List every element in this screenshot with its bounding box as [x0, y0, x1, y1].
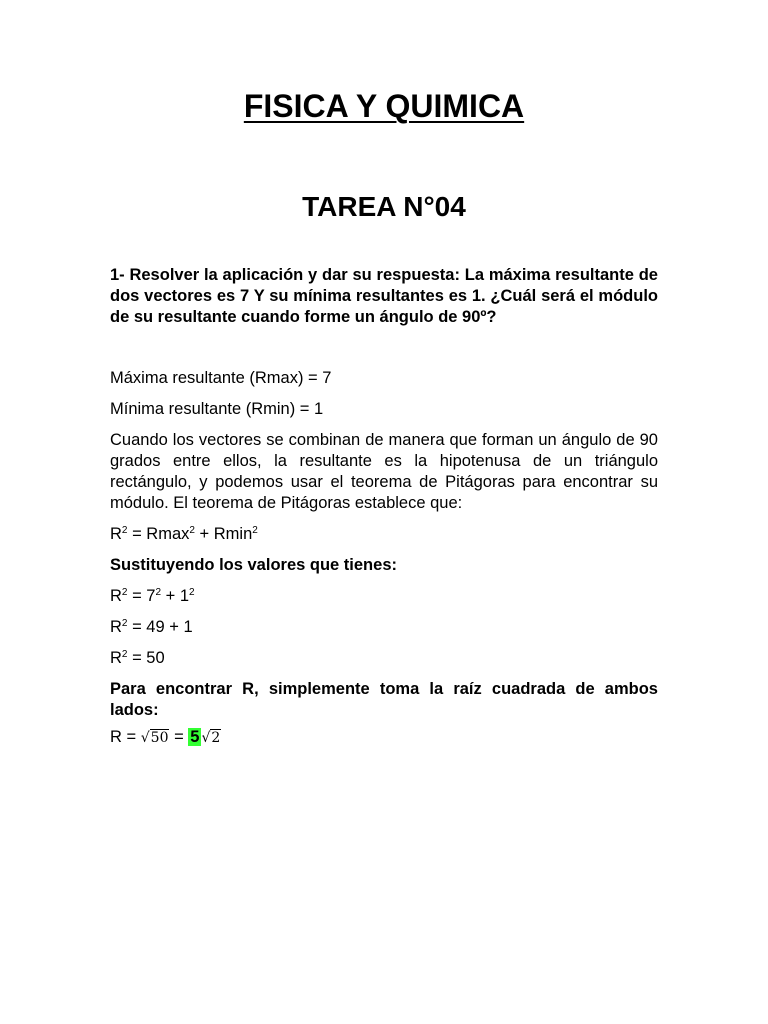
question-text: 1- Resolver la aplicación y dar su respuesta: La máxima resultante de dos vectores es 7 Y su mínima resultantes es 1. ¿Cuál será el módulo de su resultante cuando forme un ángulo de 90º? — [110, 266, 658, 326]
formula-rmax-exponent: 2 — [189, 525, 195, 536]
sqrt-50 — [141, 728, 170, 749]
step1-r-exponent: 2 — [121, 587, 128, 598]
step3-r-exponent: 2 — [121, 649, 128, 660]
radical-sign-icon: √ — [140, 730, 150, 746]
step1-one-exponent: 2 — [189, 587, 195, 598]
step-2 — [110, 617, 658, 638]
step1-one: + 1 — [161, 587, 190, 605]
step2-r: R — [110, 618, 122, 636]
step3-r: R — [110, 649, 122, 667]
formula-rmin: + Rmin — [194, 525, 253, 543]
assignment-subtitle: TAREA N°04 — [302, 191, 466, 222]
substitute-label: Sustituyendo los valores que tienes: — [110, 556, 397, 574]
step-3 — [110, 648, 658, 669]
step2-r-exponent: 2 — [121, 618, 128, 629]
highlighted-coefficient: 5 — [190, 728, 200, 746]
explanation-paragraph: Cuando los vectores se combinan de manera que forman un ángulo de 90 grados entre ellos, la resultante es la hipotenusa de un triángulo rectángulo, y podemos usar el teorema de Pitágoras para encontrar su módulo. El teorema de Pitágoras establece que: — [110, 431, 658, 512]
formula-r-exponent: 2 — [121, 525, 128, 536]
radical-sign-icon: √ — [201, 730, 211, 746]
radicand-50: 50 — [150, 730, 169, 746]
rmax-line: Máxima resultante (Rmax) = 7 — [110, 369, 332, 387]
step2-rest: = 49 + 1 — [127, 618, 193, 636]
step1-seven-exponent: 2 — [155, 587, 162, 598]
root-instruction: Para encontrar R, simplemente toma la raíz cuadrada de ambos lados: — [110, 680, 658, 719]
result-equals: = — [169, 728, 189, 746]
formula-r: R — [110, 525, 122, 543]
document-body — [110, 265, 658, 759]
rmin-line: Mínima resultante (Rmin) = 1 — [110, 400, 324, 418]
result-prefix: R = — [110, 728, 141, 746]
radicand-2: 2 — [211, 730, 221, 746]
sqrt-2 — [201, 728, 221, 749]
page-title: FISICA Y QUIMICA — [243, 88, 525, 124]
step-1 — [110, 586, 658, 607]
step1-r: R — [110, 587, 122, 605]
formula-rmax: = Rmax — [127, 525, 190, 543]
step3-rest: = 50 — [127, 649, 165, 667]
final-result — [110, 727, 658, 749]
formula-rmin-exponent: 2 — [252, 525, 258, 536]
step1-seven: = 7 — [127, 587, 156, 605]
pythagoras-formula — [110, 524, 658, 545]
